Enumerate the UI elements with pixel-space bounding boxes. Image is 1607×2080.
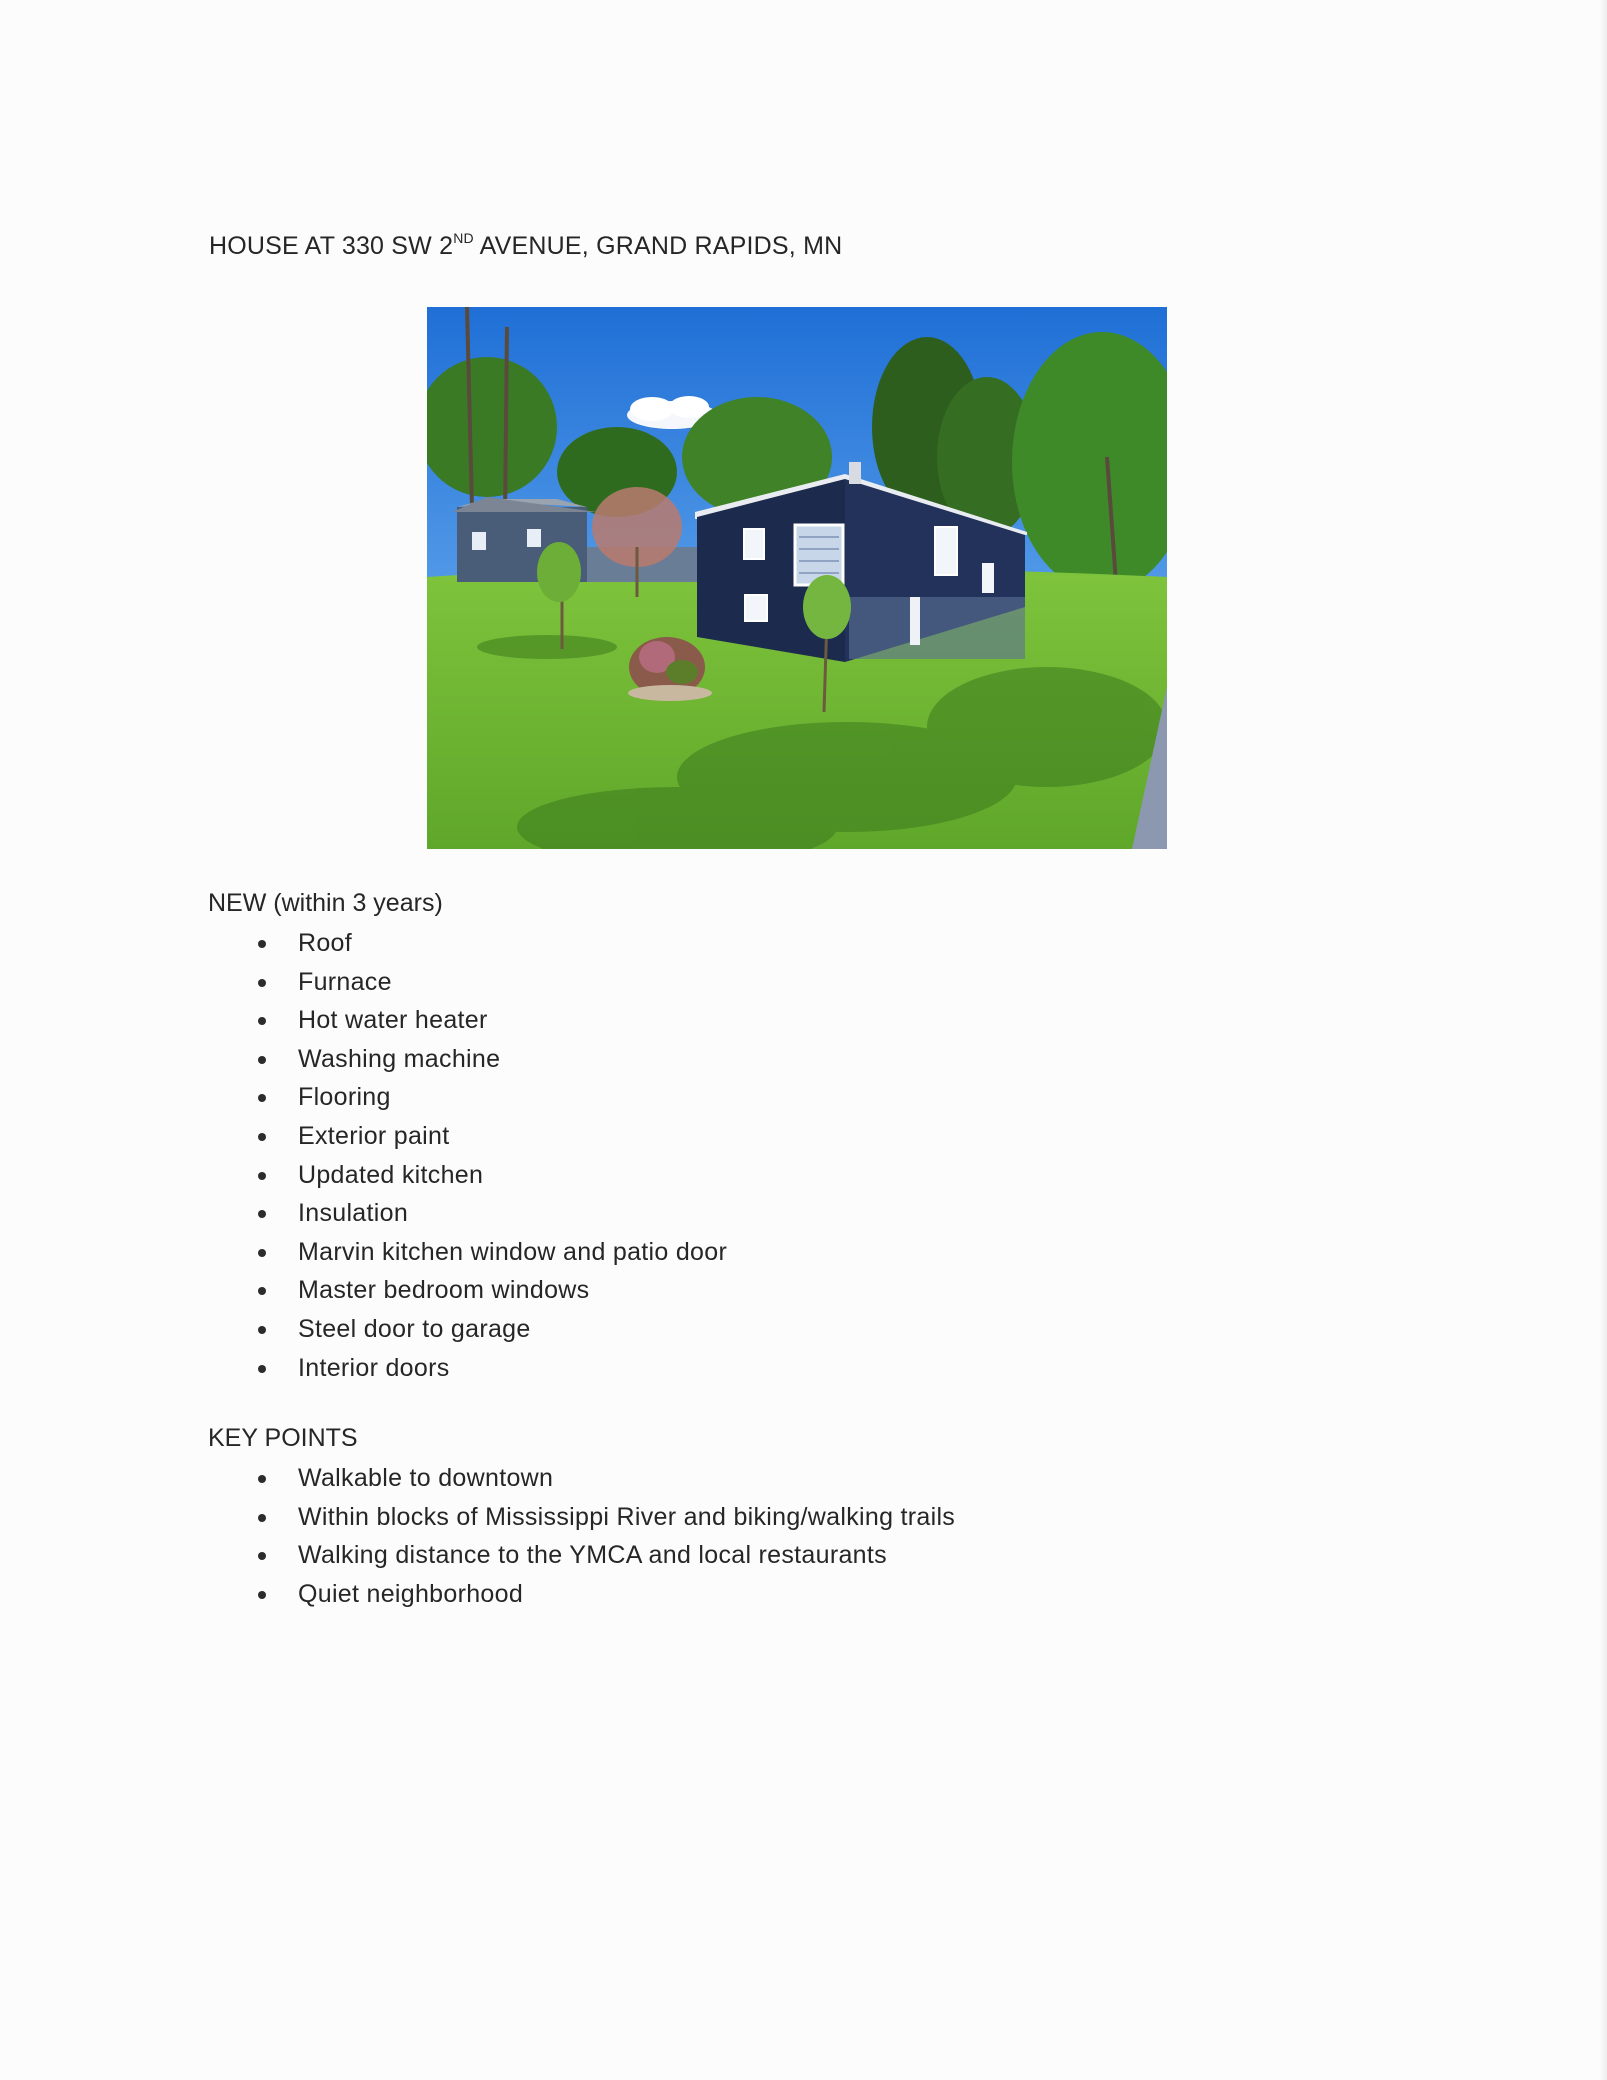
page-title: [209, 232, 842, 261]
bullet-icon: [258, 1287, 266, 1295]
bullet-icon: [258, 1094, 266, 1102]
list-item: [208, 1498, 955, 1537]
bullet-icon: [258, 1514, 266, 1522]
bullet-icon: [258, 1552, 266, 1560]
list-item: [208, 1040, 727, 1079]
title-text-pre: HOUSE AT 330 SW 2: [209, 232, 454, 260]
list-item: [208, 1078, 727, 1117]
bullet-icon: [258, 1249, 266, 1257]
key-points-heading: KEY POINTS: [208, 1424, 358, 1452]
house-photo: [427, 307, 1167, 849]
bullet-icon: [258, 979, 266, 987]
list-item: [208, 924, 727, 963]
new-items-list: [208, 924, 727, 1387]
bullet-icon: [258, 1133, 266, 1141]
list-item: [208, 1310, 727, 1349]
new-section-heading: NEW (within 3 years): [208, 889, 443, 917]
list-item-text: Marvin kitchen window and patio door: [298, 1237, 728, 1266]
list-item-text: Steel door to garage: [298, 1314, 531, 1343]
bullet-icon: [258, 1326, 266, 1334]
page-edge: [1599, 0, 1607, 2080]
list-item-text: Washing machine: [298, 1044, 501, 1073]
bullet-icon: [258, 1017, 266, 1025]
bullet-icon: [258, 1056, 266, 1064]
list-item: [208, 1233, 727, 1272]
list-item-text: Within blocks of Mississippi River and biking/walking trails: [298, 1502, 956, 1531]
list-item-text: Master bedroom windows: [298, 1276, 590, 1305]
list-item-text: Furnace: [298, 967, 392, 996]
list-item-text: Quiet neighborhood: [298, 1579, 524, 1608]
title-superscript: ND: [453, 230, 474, 246]
bullet-icon: [258, 1591, 266, 1599]
list-item-text: Hot water heater: [298, 1006, 488, 1035]
list-item: [208, 1536, 955, 1575]
list-item: [208, 1194, 727, 1233]
list-item-text: Insulation: [298, 1199, 409, 1228]
list-item: [208, 1575, 955, 1614]
list-item-text: Walking distance to the YMCA and local restaurants: [298, 1541, 887, 1570]
bullet-icon: [258, 1475, 266, 1483]
list-item: [208, 1117, 727, 1156]
list-item-text: Updated kitchen: [298, 1160, 484, 1189]
bullet-icon: [258, 1210, 266, 1218]
bullet-icon: [258, 1172, 266, 1180]
bullet-icon: [258, 1365, 266, 1373]
list-item: [208, 963, 727, 1002]
list-item: [208, 1271, 727, 1310]
list-item-text: Roof: [298, 929, 353, 957]
list-item-text: Walkable to downtown: [298, 1464, 554, 1492]
list-item-text: Flooring: [298, 1083, 391, 1112]
list-item: [208, 1156, 727, 1195]
list-item: [208, 1001, 727, 1040]
list-item-text: Exterior paint: [298, 1121, 450, 1150]
bullet-icon: [258, 940, 266, 948]
key-points-list: [208, 1459, 955, 1613]
title-text-post: AVENUE, GRAND RAPIDS, MN: [473, 232, 843, 260]
list-item: [208, 1349, 727, 1388]
list-item: [208, 1459, 955, 1498]
list-item-text: Interior doors: [298, 1353, 450, 1382]
